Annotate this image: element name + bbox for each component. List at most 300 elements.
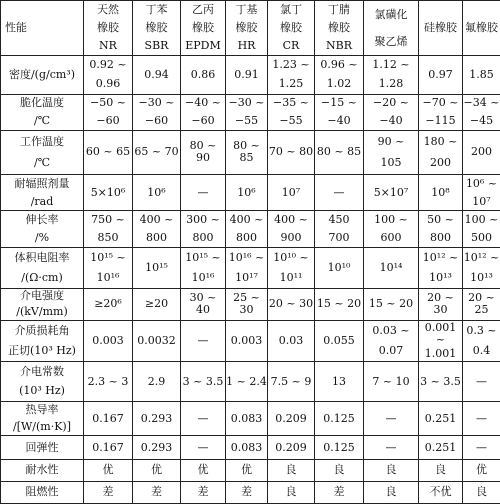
value-cell-lines	[315, 321, 363, 361]
value-cell-line: −15 ~	[321, 96, 357, 110]
value-cell-line: 3 ~ 3.5	[182, 374, 224, 388]
header-material	[315, 1, 364, 56]
value-cell-line: 10¹⁶	[96, 270, 120, 284]
value-cell-lines	[181, 248, 225, 288]
value-cell	[463, 460, 500, 481]
value-cell-line: 0.293	[140, 411, 173, 425]
value-cell-lines	[181, 131, 225, 174]
value-cell-line: 良	[285, 485, 297, 499]
value-cell-line: 0.167	[92, 411, 124, 425]
property-name-cell-lines	[1, 402, 83, 435]
header-material-line: EPDM	[185, 39, 221, 52]
value-cell-line: 10¹⁵ ~	[90, 250, 126, 264]
value-cell-line: 60 ~ 65	[85, 145, 131, 159]
property-name-cell	[1, 131, 84, 175]
value-cell-line: —	[476, 411, 487, 425]
value-cell	[315, 361, 364, 402]
value-cell	[181, 56, 226, 95]
value-cell-line: −55	[234, 114, 259, 128]
header-row	[1, 1, 500, 56]
header-material	[226, 1, 268, 56]
value-cell	[364, 247, 419, 288]
property-name-cell-line: /%	[34, 231, 50, 245]
value-cell-line: 65 ~ 70	[134, 145, 179, 159]
value-cell-lines	[226, 175, 267, 211]
value-cell	[133, 94, 181, 131]
property-name-cell-line: /[W/(m·K)]	[12, 419, 72, 433]
property-name-cell-line: 脆化温度	[20, 96, 64, 110]
header-material	[84, 1, 133, 56]
value-cell-lines	[463, 95, 500, 131]
value-cell-line: 0.167	[92, 440, 124, 454]
value-cell-line: —	[197, 185, 209, 199]
value-cell-line: 2.3 ~ 3	[87, 374, 129, 388]
property-name-cell	[1, 288, 84, 321]
value-cell-line: −115	[425, 114, 456, 128]
value-cell	[463, 56, 500, 95]
value-cell-lines	[268, 211, 314, 247]
header-material-line: SBR	[144, 39, 169, 52]
property-name-cell-line: /℃	[33, 156, 50, 170]
value-cell-line: 450	[328, 213, 350, 227]
value-cell-line: 20 ~ 25	[468, 291, 495, 317]
value-cell-line: 0.293	[140, 440, 173, 454]
value-cell	[268, 321, 315, 362]
value-cell	[419, 481, 463, 503]
header-material-line: 聚乙烯	[374, 34, 408, 48]
value-cell-line: —	[197, 411, 209, 425]
value-cell-line: −30 ~	[228, 96, 265, 110]
value-cell	[226, 56, 268, 95]
value-cell-line: 0.86	[190, 67, 216, 81]
value-cell	[419, 435, 463, 459]
value-cell-lines	[315, 289, 363, 321]
value-cell-line: 良	[385, 485, 397, 499]
value-cell	[419, 56, 463, 95]
value-cell-line: 400 ~	[274, 213, 308, 227]
value-cell	[268, 288, 315, 321]
value-cell-line: 600	[380, 231, 402, 245]
value-cell-line: 10⁷	[472, 194, 491, 208]
header-material-lines	[84, 1, 132, 55]
value-cell-lines	[315, 211, 363, 247]
value-cell-line: 800	[430, 231, 451, 245]
value-cell-line: 0.001 ~	[424, 320, 457, 346]
value-cell	[226, 481, 268, 503]
value-cell-lines	[419, 289, 462, 321]
value-cell	[419, 131, 463, 175]
value-cell-lines	[226, 211, 267, 247]
value-cell-line: 105	[380, 156, 402, 170]
value-cell	[226, 435, 268, 459]
header-material-line: 橡胶	[145, 21, 168, 34]
value-cell-lines	[133, 482, 180, 503]
value-cell-line: 0.4	[472, 343, 491, 357]
value-cell-line: −45	[469, 114, 494, 128]
value-cell-line: −30 ~	[138, 96, 175, 110]
value-cell-line: 30 ~ 40	[189, 291, 217, 317]
value-cell-lines	[364, 402, 418, 435]
value-cell	[133, 402, 181, 436]
value-cell-lines	[463, 248, 500, 288]
value-cell	[133, 247, 181, 288]
value-cell-line: −40	[379, 114, 403, 128]
header-material-lines	[315, 1, 363, 55]
value-cell	[133, 435, 181, 459]
value-cell-line: 1.85	[469, 67, 494, 81]
value-cell-lines	[268, 482, 314, 503]
value-cell	[133, 174, 181, 211]
value-cell	[181, 435, 226, 459]
value-cell-line: −40 ~	[185, 96, 221, 110]
header-material-line: 橡胶	[97, 21, 119, 34]
property-name-cell-line: 介质损耗角	[14, 323, 70, 337]
table-row	[1, 321, 500, 362]
value-cell-lines	[181, 362, 225, 402]
property-name-cell-line: 体积电阻率	[14, 250, 70, 264]
value-cell-line: 20 ~ 30	[427, 291, 454, 317]
value-cell-line: 1.001	[424, 346, 457, 360]
value-cell	[268, 361, 315, 402]
value-cell-line: 不优	[429, 485, 452, 499]
value-cell-line: −35 ~	[273, 96, 309, 110]
value-cell-line: −50 ~	[90, 96, 126, 110]
property-name-cell-line: 伸长率	[25, 213, 59, 227]
value-cell	[463, 174, 500, 211]
value-cell-line: 优	[102, 463, 114, 477]
value-cell	[268, 56, 315, 95]
value-cell-lines	[463, 131, 500, 174]
value-cell-line: −60	[144, 114, 169, 128]
value-cell	[463, 321, 500, 362]
value-cell	[226, 361, 268, 402]
value-cell-line: 优	[151, 463, 162, 477]
value-cell	[133, 131, 181, 175]
value-cell-lines	[364, 482, 418, 503]
value-cell-lines	[84, 321, 132, 361]
value-cell	[181, 460, 226, 481]
value-cell	[133, 321, 181, 362]
table-row	[1, 94, 500, 131]
value-cell	[364, 402, 419, 436]
value-cell-line: 10¹⁶ ~	[228, 250, 265, 264]
value-cell	[226, 402, 268, 436]
header-material	[133, 1, 181, 56]
value-cell-line: 0.03	[278, 333, 304, 347]
value-cell	[84, 460, 133, 481]
value-cell-lines	[226, 56, 267, 94]
value-cell-line: 10¹⁰	[327, 260, 351, 274]
header-material-line: HR	[237, 39, 256, 52]
value-cell-line: 0.055	[323, 333, 355, 347]
value-cell-lines	[226, 402, 267, 435]
value-cell-line: −34 ~	[463, 96, 500, 110]
value-cell	[268, 94, 315, 131]
value-cell-lines	[315, 362, 363, 402]
header-material-lines	[364, 1, 418, 55]
value-cell	[315, 211, 364, 248]
value-cell-line: 1.25	[278, 77, 304, 91]
value-cell	[84, 56, 133, 95]
value-cell-line: 10¹² ~	[422, 250, 459, 264]
table-row	[1, 211, 500, 248]
value-cell-line: 100 ~	[374, 213, 408, 227]
value-cell	[364, 131, 419, 175]
value-cell-lines	[226, 321, 267, 361]
property-name-cell-lines	[1, 482, 83, 503]
value-cell	[181, 131, 226, 175]
value-cell-lines	[133, 175, 180, 211]
value-cell-lines	[419, 460, 462, 480]
value-cell-lines	[226, 248, 267, 288]
header-material	[463, 1, 500, 56]
value-cell-line: 10¹⁷	[235, 270, 258, 284]
value-cell-lines	[226, 362, 267, 402]
property-name-cell	[1, 435, 84, 459]
value-cell	[315, 56, 364, 95]
property-name-cell	[1, 321, 84, 362]
value-cell-lines	[463, 460, 500, 480]
value-cell-line: —	[476, 374, 487, 388]
value-cell-lines	[419, 95, 462, 131]
value-cell	[181, 361, 226, 402]
header-material-line: 硅橡胶	[424, 21, 457, 34]
value-cell	[364, 321, 419, 362]
value-cell-lines	[84, 248, 132, 288]
property-name-cell	[1, 460, 84, 481]
value-cell	[315, 94, 364, 131]
value-cell-line: 0.96 ~	[320, 58, 358, 72]
value-cell-line: 0.003	[92, 333, 124, 347]
value-cell-line: 0.251	[424, 440, 457, 454]
value-cell	[84, 435, 133, 459]
value-cell	[364, 211, 419, 248]
value-cell	[268, 435, 315, 459]
value-cell	[133, 211, 181, 248]
value-cell-lines	[84, 482, 132, 503]
value-cell-lines	[226, 482, 267, 503]
value-cell-line: 10¹³	[470, 270, 493, 284]
value-cell-line: 2.9	[147, 374, 166, 388]
header-material-line: NBR	[326, 39, 352, 52]
value-cell-lines	[463, 362, 500, 402]
value-cell-line: ≥20	[144, 297, 169, 311]
value-cell-lines	[364, 289, 418, 321]
value-cell-lines	[419, 56, 462, 94]
value-cell	[463, 131, 500, 175]
value-cell	[133, 288, 181, 321]
value-cell-line: 800	[236, 231, 257, 245]
value-cell-lines	[181, 95, 225, 131]
value-cell-line: 10¹⁵ ~	[185, 250, 221, 264]
value-cell-lines	[315, 56, 363, 94]
value-cell	[419, 94, 463, 131]
value-cell-line: 0.251	[424, 411, 457, 425]
value-cell-lines	[315, 131, 363, 174]
value-cell-lines	[181, 460, 225, 480]
header-property-lines	[5, 1, 83, 55]
value-cell-lines	[419, 175, 462, 211]
property-name-cell-lines	[1, 289, 83, 321]
value-cell-line: 10¹³	[429, 270, 452, 284]
value-cell-line: 差	[102, 485, 114, 499]
property-name-cell-line: 回弹性	[25, 440, 59, 454]
table-row	[1, 131, 500, 175]
property-name-cell-line: 阻燃性	[25, 485, 59, 499]
table-row	[1, 174, 500, 211]
value-cell-lines	[226, 436, 267, 459]
value-cell-lines	[268, 131, 314, 174]
value-cell	[268, 211, 315, 248]
header-material-line: 丁苯	[145, 3, 168, 16]
value-cell-lines	[181, 289, 225, 321]
property-name-cell	[1, 361, 84, 402]
value-cell-lines	[181, 56, 225, 94]
value-cell	[268, 402, 315, 436]
value-cell-lines	[133, 460, 180, 480]
value-cell-line: 10⁶	[237, 185, 256, 199]
header-material-lines	[463, 1, 500, 55]
value-cell	[419, 321, 463, 362]
value-cell-lines	[419, 211, 462, 247]
value-cell-line: 0.94	[144, 67, 169, 81]
value-cell-line: 1.23 ~	[272, 58, 310, 72]
value-cell-lines	[226, 289, 267, 321]
value-cell	[419, 247, 463, 288]
value-cell-line: 80 ~ 85	[316, 145, 362, 159]
value-cell	[364, 481, 419, 503]
value-cell-lines	[315, 248, 363, 288]
value-cell-lines	[84, 436, 132, 459]
value-cell	[364, 174, 419, 211]
table-row	[1, 481, 500, 503]
value-cell-line: 0.03 ~	[372, 323, 410, 337]
value-cell-line: 0.083	[230, 411, 263, 425]
value-cell-lines	[268, 402, 314, 435]
value-cell-lines	[315, 460, 363, 480]
property-name-cell-line: /(Ω·cm)	[21, 270, 63, 284]
property-name-cell-line: 热导率	[25, 403, 59, 417]
value-cell	[419, 361, 463, 402]
value-cell-line: 80 ~ 85	[233, 139, 260, 165]
value-cell-line: 5×10⁶	[90, 185, 126, 199]
table-row	[1, 288, 500, 321]
value-cell	[84, 288, 133, 321]
value-cell	[463, 361, 500, 402]
value-cell-lines	[181, 211, 225, 247]
property-name-cell-line: /℃	[33, 114, 50, 128]
header-material-line: 橡胶	[235, 21, 258, 34]
value-cell-line: 1 ~ 2.4	[226, 374, 267, 388]
property-name-cell-line: 介电强度	[20, 289, 64, 303]
value-cell	[463, 402, 500, 436]
value-cell-line: −70 ~	[422, 96, 459, 110]
value-cell-lines	[463, 402, 500, 435]
header-material-lines	[268, 1, 314, 55]
value-cell-lines	[133, 402, 180, 435]
value-cell	[419, 402, 463, 436]
property-name-cell-lines	[1, 460, 83, 480]
value-cell-line: 850	[97, 231, 119, 245]
table-body	[1, 56, 500, 504]
property-name-cell-line: 耐辐照剂量	[14, 176, 70, 190]
property-name-cell	[1, 402, 84, 436]
header-material-lines	[133, 1, 180, 55]
value-cell-lines	[463, 436, 500, 459]
value-cell-lines	[268, 362, 314, 402]
value-cell	[84, 211, 133, 248]
value-cell	[315, 402, 364, 436]
value-cell-lines	[133, 211, 180, 247]
value-cell-lines	[364, 362, 418, 402]
value-cell-lines	[133, 436, 180, 459]
value-cell	[268, 174, 315, 211]
value-cell-line: 10¹¹	[279, 270, 303, 284]
value-cell-lines	[419, 321, 462, 361]
table-row	[1, 361, 500, 402]
header-property	[1, 1, 84, 56]
value-cell-line: 0.083	[230, 440, 263, 454]
property-name-cell-line: (10³ Hz)	[19, 384, 65, 398]
value-cell-lines	[133, 289, 180, 321]
value-cell	[133, 56, 181, 95]
value-cell-lines	[364, 211, 418, 247]
value-cell-lines	[364, 131, 418, 174]
value-cell-lines	[315, 95, 363, 131]
value-cell-line: 3 ~ 3.5	[420, 374, 461, 388]
value-cell-line: 10⁶ ~	[465, 176, 498, 190]
value-cell	[463, 288, 500, 321]
value-cell	[419, 288, 463, 321]
value-cell-lines	[419, 482, 462, 503]
value-cell-line: 差	[241, 485, 252, 499]
value-cell-lines	[181, 321, 225, 361]
value-cell	[315, 131, 364, 175]
header-material	[364, 1, 419, 56]
header-material-line: 橡胶	[328, 21, 350, 34]
value-cell-line: 200	[430, 156, 451, 170]
value-cell-line: 10¹⁶	[191, 270, 215, 284]
value-cell	[364, 56, 419, 95]
value-cell-line: 100 ~	[464, 213, 499, 227]
value-cell	[84, 174, 133, 211]
header-material-line: 天然	[97, 3, 119, 16]
value-cell-lines	[84, 175, 132, 211]
value-cell-lines	[84, 131, 132, 174]
value-cell-lines	[463, 289, 500, 321]
value-cell-lines	[268, 436, 314, 459]
value-cell-line: 0.125	[323, 440, 355, 454]
value-cell	[226, 174, 268, 211]
value-cell-line: 0.97	[428, 67, 453, 81]
value-cell-line: 0.209	[275, 411, 307, 425]
value-cell	[364, 361, 419, 402]
property-name-cell-line: /rad	[30, 194, 54, 208]
value-cell-lines	[315, 175, 363, 211]
value-cell-lines	[84, 402, 132, 435]
value-cell	[463, 211, 500, 248]
value-cell-line: 1.28	[378, 77, 404, 91]
property-name-cell	[1, 247, 84, 288]
value-cell-line: −40	[327, 114, 351, 128]
value-cell	[84, 481, 133, 503]
value-cell	[315, 321, 364, 362]
value-cell-line: 700	[328, 231, 350, 245]
header-material-line: CR	[282, 39, 300, 52]
value-cell-line: 200	[471, 145, 492, 159]
value-cell-lines	[364, 95, 418, 131]
header-material	[181, 1, 226, 56]
